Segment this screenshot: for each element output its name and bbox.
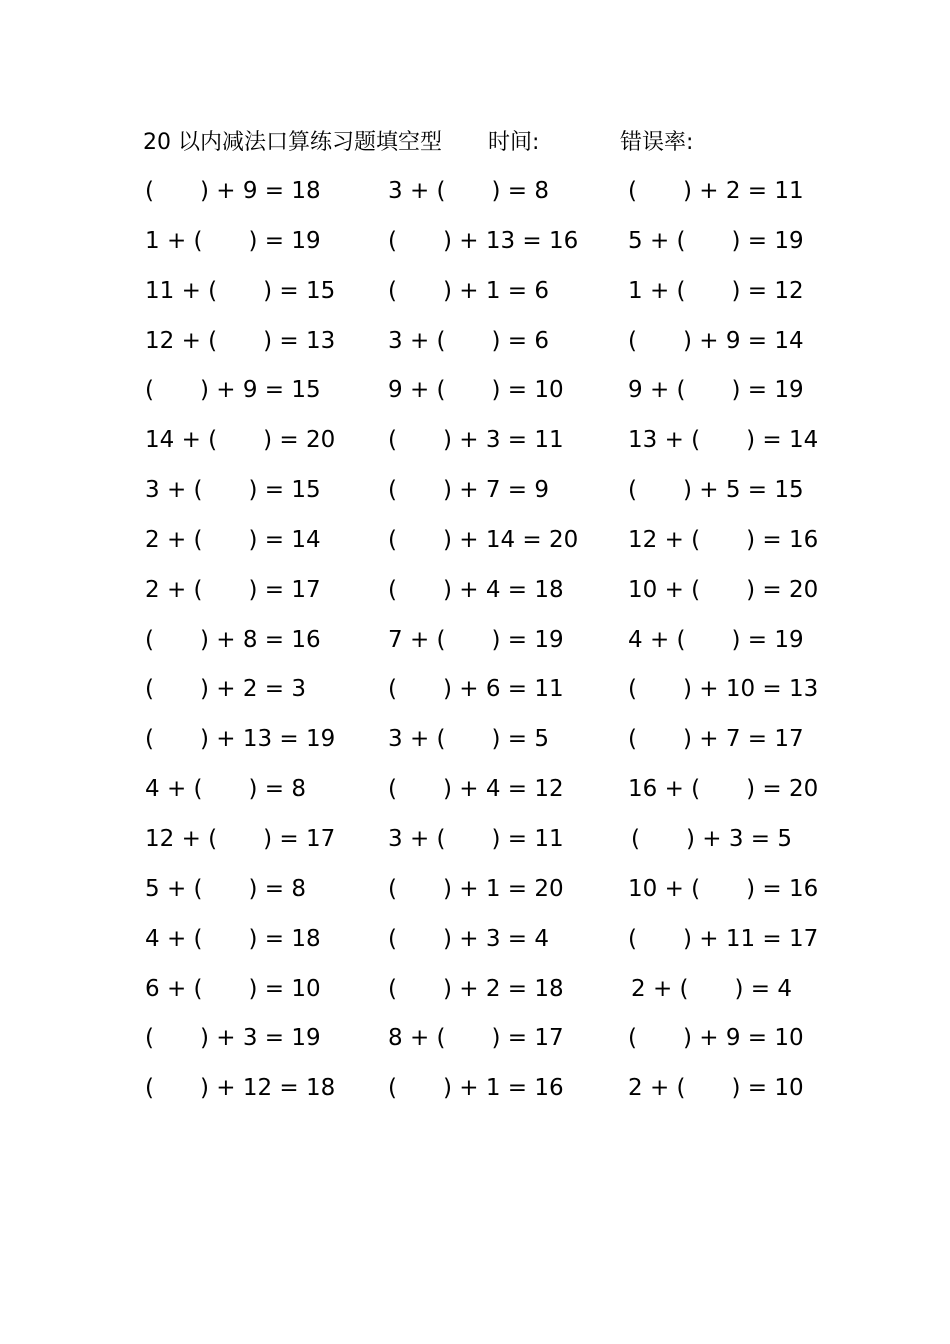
problem: 12 + ( ) = 16 — [628, 526, 819, 553]
problem: 14 + ( ) = 20 — [145, 427, 336, 454]
problem: 6 + ( ) = 10 — [145, 975, 321, 1002]
problem: 10 + ( ) = 20 — [628, 576, 819, 603]
problem: 4 + ( ) = 18 — [145, 925, 321, 952]
problem: ( ) + 3 = 19 — [145, 1025, 321, 1052]
problem: 8 + ( ) = 17 — [388, 1025, 564, 1052]
problem: ( ) + 8 = 16 — [145, 626, 321, 653]
problem: 7 + ( ) = 19 — [388, 626, 564, 653]
problem: ( ) + 3 = 11 — [388, 427, 564, 454]
problem: ( ) + 12 = 18 — [145, 1075, 336, 1102]
problem: ( ) + 9 = 18 — [145, 178, 321, 204]
problem: ( ) + 3 = 4 — [388, 925, 549, 952]
problem: ( ) + 7 = 9 — [388, 477, 549, 504]
problem: 3 + ( ) = 15 — [145, 477, 321, 504]
problem: ( ) + 13 = 16 — [388, 227, 579, 254]
problem: 4 + ( ) = 8 — [145, 776, 306, 803]
problem: 3 + ( ) = 5 — [388, 726, 549, 753]
error-rate-label: 错误率: — [620, 130, 694, 155]
problem: 2 + ( ) = 14 — [145, 526, 321, 553]
problem: 1 + ( ) = 19 — [145, 227, 321, 254]
problem: ( ) + 14 = 20 — [388, 526, 579, 553]
problem: 1 + ( ) = 12 — [628, 277, 804, 304]
problem: 16 + ( ) = 20 — [628, 776, 819, 803]
problem: ( ) + 6 = 11 — [388, 676, 564, 703]
problem: 12 + ( ) = 13 — [145, 327, 336, 354]
problem: ( ) + 1 = 20 — [388, 875, 564, 902]
problem: ( ) + 2 = 18 — [388, 975, 564, 1002]
problem: ( ) + 7 = 17 — [628, 726, 804, 753]
problem: ( ) + 11 = 17 — [628, 925, 819, 952]
problem: ( ) + 9 = 14 — [628, 327, 804, 354]
problem: 13 + ( ) = 14 — [628, 427, 819, 454]
time-label: 时间: — [488, 130, 540, 155]
problem-column-3 — [628, 174, 819, 1121]
problem: 2 + ( ) = 10 — [628, 1075, 804, 1102]
worksheet-title: 20 以内减法口算练习题填空型 — [143, 130, 442, 155]
problem: 3 + ( ) = 11 — [388, 825, 564, 852]
problem: ( ) + 2 = 3 — [145, 676, 306, 703]
problem: ( ) + 3 = 5 — [631, 825, 792, 852]
problem: 12 + ( ) = 17 — [145, 825, 336, 852]
problem: ( ) + 1 = 6 — [388, 277, 549, 304]
problem: ( ) + 4 = 18 — [388, 576, 564, 603]
problem: ( ) + 1 = 16 — [388, 1075, 564, 1102]
problem: 2 + ( ) = 4 — [631, 975, 792, 1002]
problem: ( ) + 13 = 19 — [145, 726, 336, 753]
problem: 9 + ( ) = 10 — [388, 377, 564, 404]
problem: ( ) + 10 = 13 — [628, 676, 819, 703]
worksheet-header — [143, 127, 843, 159]
problem: ( ) + 5 = 15 — [628, 477, 804, 504]
problem: 3 + ( ) = 8 — [388, 178, 549, 204]
problem-column-1 — [145, 174, 336, 1121]
problem: 2 + ( ) = 17 — [145, 576, 321, 603]
problem: 10 + ( ) = 16 — [628, 875, 819, 902]
problem-column-2 — [388, 174, 579, 1121]
problem: 5 + ( ) = 19 — [628, 227, 804, 254]
problem: 11 + ( ) = 15 — [145, 277, 336, 304]
problem: ( ) + 4 = 12 — [388, 776, 564, 803]
problem: 4 + ( ) = 19 — [628, 626, 804, 653]
problem: 3 + ( ) = 6 — [388, 327, 549, 354]
problem: ( ) + 9 = 10 — [628, 1025, 804, 1052]
problem: ( ) + 2 = 11 — [628, 178, 804, 204]
problem: ( ) + 9 = 15 — [145, 377, 321, 404]
problem: 9 + ( ) = 19 — [628, 377, 804, 404]
problem: 5 + ( ) = 8 — [145, 875, 306, 902]
